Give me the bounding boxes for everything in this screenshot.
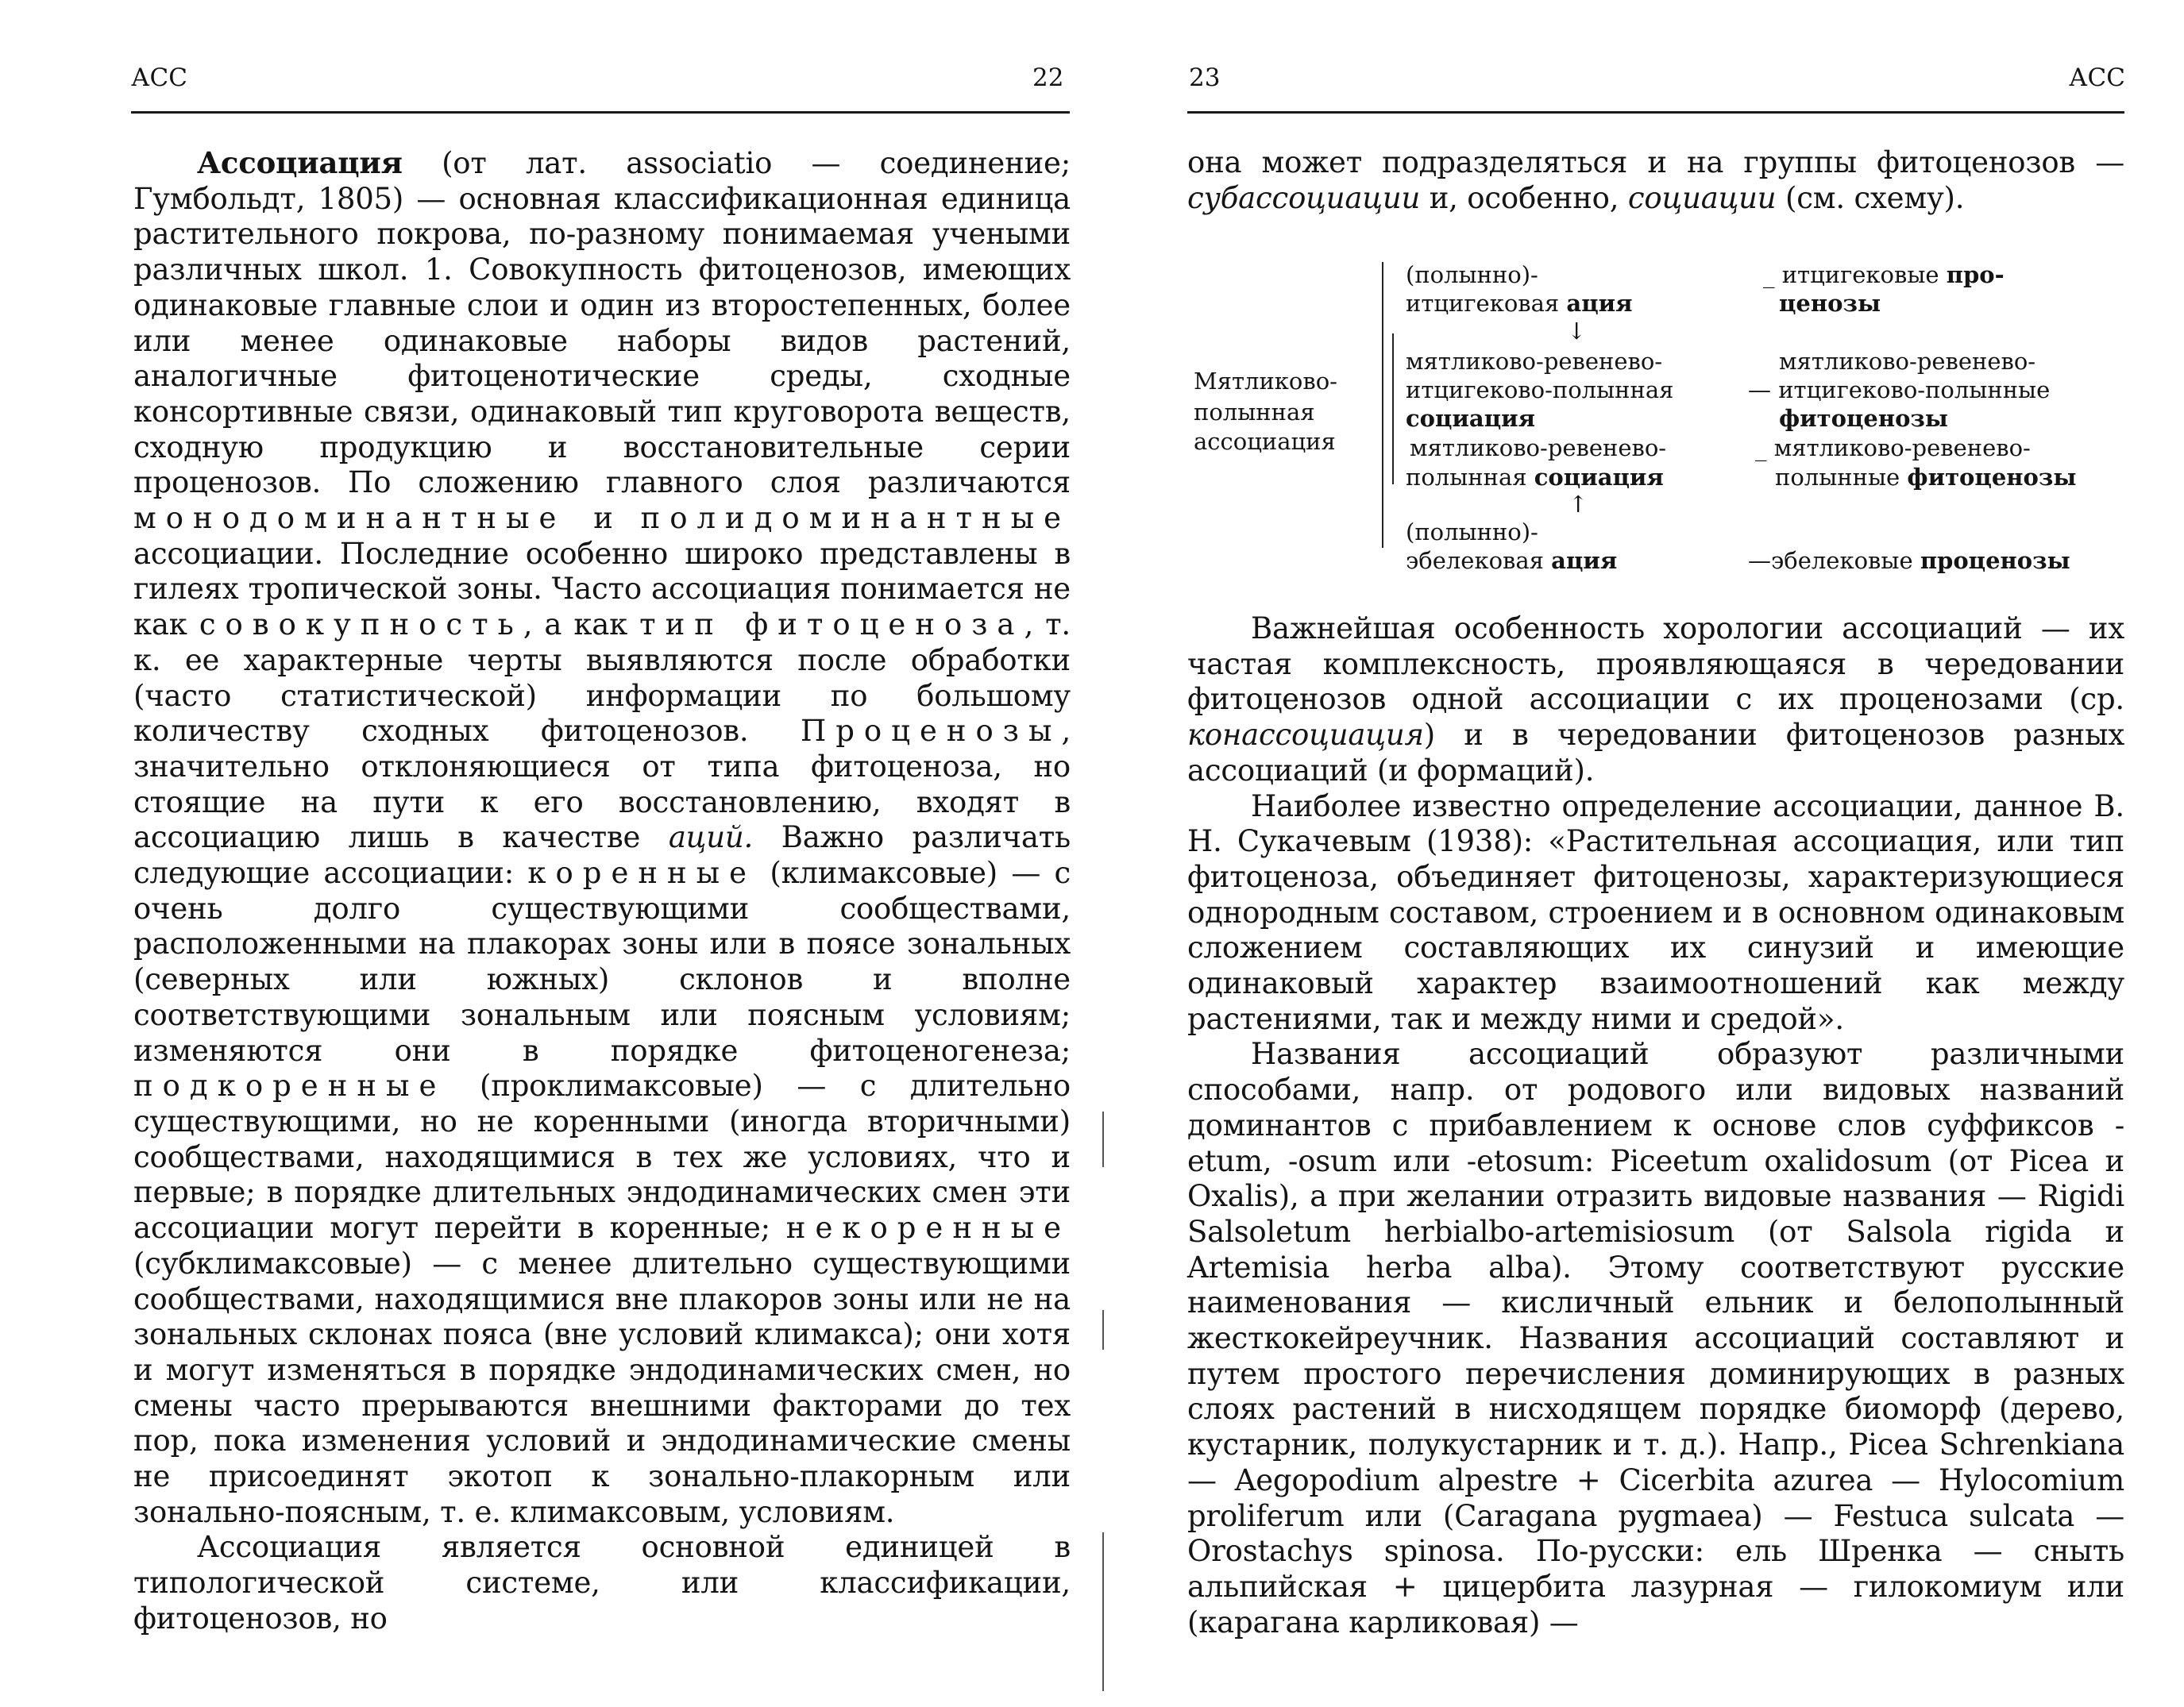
scheme-arrow-down: ↓: [1567, 318, 1587, 345]
paragraph-typology: Ассоциация является основной единицей в типологической системе, или классификации, фитоценозов, но: [133, 1530, 1071, 1636]
page-number-left: 22: [1032, 64, 1064, 92]
scheme-acia-1-line2: итцигековая ация: [1406, 290, 1633, 317]
scheme-acia-2-line2: эбелековая ация: [1406, 547, 1618, 574]
paragraph-chorology: Важнейшая особенность хорологии ассоциаций — их частая комплексность, проявляющаяся в чередовании фитоценозов одной ассоциации с их проценозами (ср. конассоциация) и в чередовании фитоценозов разных ассоциаций (и формаций).: [1187, 611, 2124, 788]
scheme-acia-2-line1: (полынно)-: [1406, 518, 1538, 545]
scheme-result-2-line1: мятликово-ревенево-: [1779, 348, 2036, 375]
running-head-left: АСС: [131, 64, 187, 92]
scheme-main-label-1: Мятликово-: [1194, 368, 1337, 395]
scheme-main-label-2: полынная: [1194, 399, 1315, 426]
scheme-result-3-line2: полынные фитоценозы: [1775, 464, 2077, 491]
scheme-acia-1-line1: (полынно)-: [1406, 261, 1538, 288]
right-page: [1092, 0, 2184, 1707]
scheme-result-1-line2: ценозы: [1779, 290, 1881, 317]
paragraph-naming: Названия ассоциаций образуют различными способами, напр. от родового или видовых названий доминантов с прибавлением к основе слов суффиксов -etum, -osum или -etosum: Piceetum oxalidosum (от Picea и Oxalis), а при желании отразить видовые названия — Rigidi Salsoletum herbialbo-artemisiosum (от Salsola rigida и Artemisia herba alba). Этому соответствуют русские наименования — кисличный ельник и белополынный жесткокейреучник. Названия ассоциаций составляют и путем простого перечисления доминирующих в разных слоях растений в нисходящем порядке биоморф (дерево, кустарник, полукустарник и т. д.). Напр., Picea Schrenkiana — Aegopodium alpestre + Cicerbita azurea — Hylocomium proliferum или (Caragana pygmaea) — Festuca sulcata — Orostachys spinosa. По-русски: ель Шренка — сныть альпийская + цицербита лазурная — гилокомиум или (карагана карликовая) —: [1187, 1037, 2124, 1640]
right-text-column: [1187, 611, 2124, 1640]
scheme-sociacia-2-line2: полынная социация: [1406, 464, 1664, 491]
header-rule-left: [131, 111, 1070, 114]
scheme-result-2-term: фитоценозы: [1779, 405, 1948, 432]
scheme-result-4: —эбелековые проценозы: [1748, 547, 2070, 574]
scheme-sociacia-1-line1: мятликово-ревенево-: [1406, 348, 1663, 375]
scheme-result-1-line1: _ итцигековые про-: [1763, 261, 2005, 288]
scheme-sociacia-2-line1: мятликово-ревенево-: [1410, 434, 1667, 461]
left-text-column: [133, 145, 1071, 1637]
scheme-brace-outer: [1382, 262, 1383, 548]
paragraph-association-definition: Ассоциация (от лат. associatio — соединение; Гумбольдт, 1805) — основная классификационная единица растительного покрова, по-разному понимаемая учеными различных школ. 1. Совокупность фитоценозов, имеющих одинаковые главные слои и один из второстепенных, более или менее одинаковые наборы видов растений, аналогичные фитоценотические среды, сходные консортивные связи, одинаковый тип круговорота веществ, сходную продукцию и восстановительные серии проценозов. По сложению главного слоя различаются монодоминантные и полидоминантные ассоциации. Последние особенно широко представлены в гилеях тропической зоны. Часто ассоциация понимается не как совокупность, а как тип фитоценоза, т. к. ее характерные черты выявляются после обработки (часто статистической) информации по большому количеству сходных фитоценозов. Проценозы, значительно отклоняющиеся от типа фитоценоза, но стоящие на пути к его восстановлению, входят в ассоциацию лишь в качестве аций. Важно различать следующие ассоциации: коренные (климаксовые) — с очень долго существующими сообществами, расположенными на плакорах зоны или в поясе зональных (северных или южных) склонов и вполне соответствующими зональным или поясным условиям; изменяются они в порядке фитоценогенеза; подкоренные (проклимаксовые) — с длительно существующими, но не коренными (иногда вторичными) сообществами, находящимися в тех же условиях, что и первые; в порядке длительных эндодинамических смен эти ассоциации могут перейти в коренные; некоренные (субклимаксовые) — с менее длительно существующими сообществами, находящимися вне плакоров зоны или не на зональных склонах пояса (вне условий климакса); они хотя и могут изменяться в порядке эндодинамических смен, но смены часто прерываются внешними факторами до тех пор, пока изменения условий и эндодинамические смены не присоединят экотоп к зонально-плакорным или зонально-поясным, т. е. климаксовым, условиям.: [133, 145, 1071, 1529]
scheme-main-label-3: ассоциация: [1194, 428, 1336, 455]
scheme-result-3-line1: _ мятликово-ревенево-: [1755, 434, 2031, 461]
scheme-brace-inner: [1392, 333, 1394, 484]
scheme-sociacia-1-line2: итцигеково-полынная: [1406, 376, 1674, 403]
scheme-arrow-up: ↑: [1569, 491, 1588, 518]
scheme-sociacia-1-term: социация: [1406, 405, 1536, 432]
scheme-result-2-line2: — итцигеково-полынные: [1748, 376, 2051, 403]
paragraph-sukachev-definition: Наиболее известно определение ассоциации, данное В. Н. Сукачевым (1938): «Растительная ассоциация, или тип фитоценоза, объединяет фитоценозы, характеризующиеся однородным составом, строением и в основном одинаковым сложением составляющих их синузий и имеющие одинаковый характер взаимоотношений как между растениями, так и между ними и средой».: [1187, 788, 2124, 1036]
running-head-right: АСС: [2069, 64, 2125, 92]
entry-term: Ассоциация: [197, 145, 403, 180]
paragraph-subdivision: она может подразделяться и на группы фитоценозов — субассоциации и, особенно, социации (см. схему).: [1187, 145, 2124, 215]
page-number-right: 23: [1189, 64, 1221, 92]
